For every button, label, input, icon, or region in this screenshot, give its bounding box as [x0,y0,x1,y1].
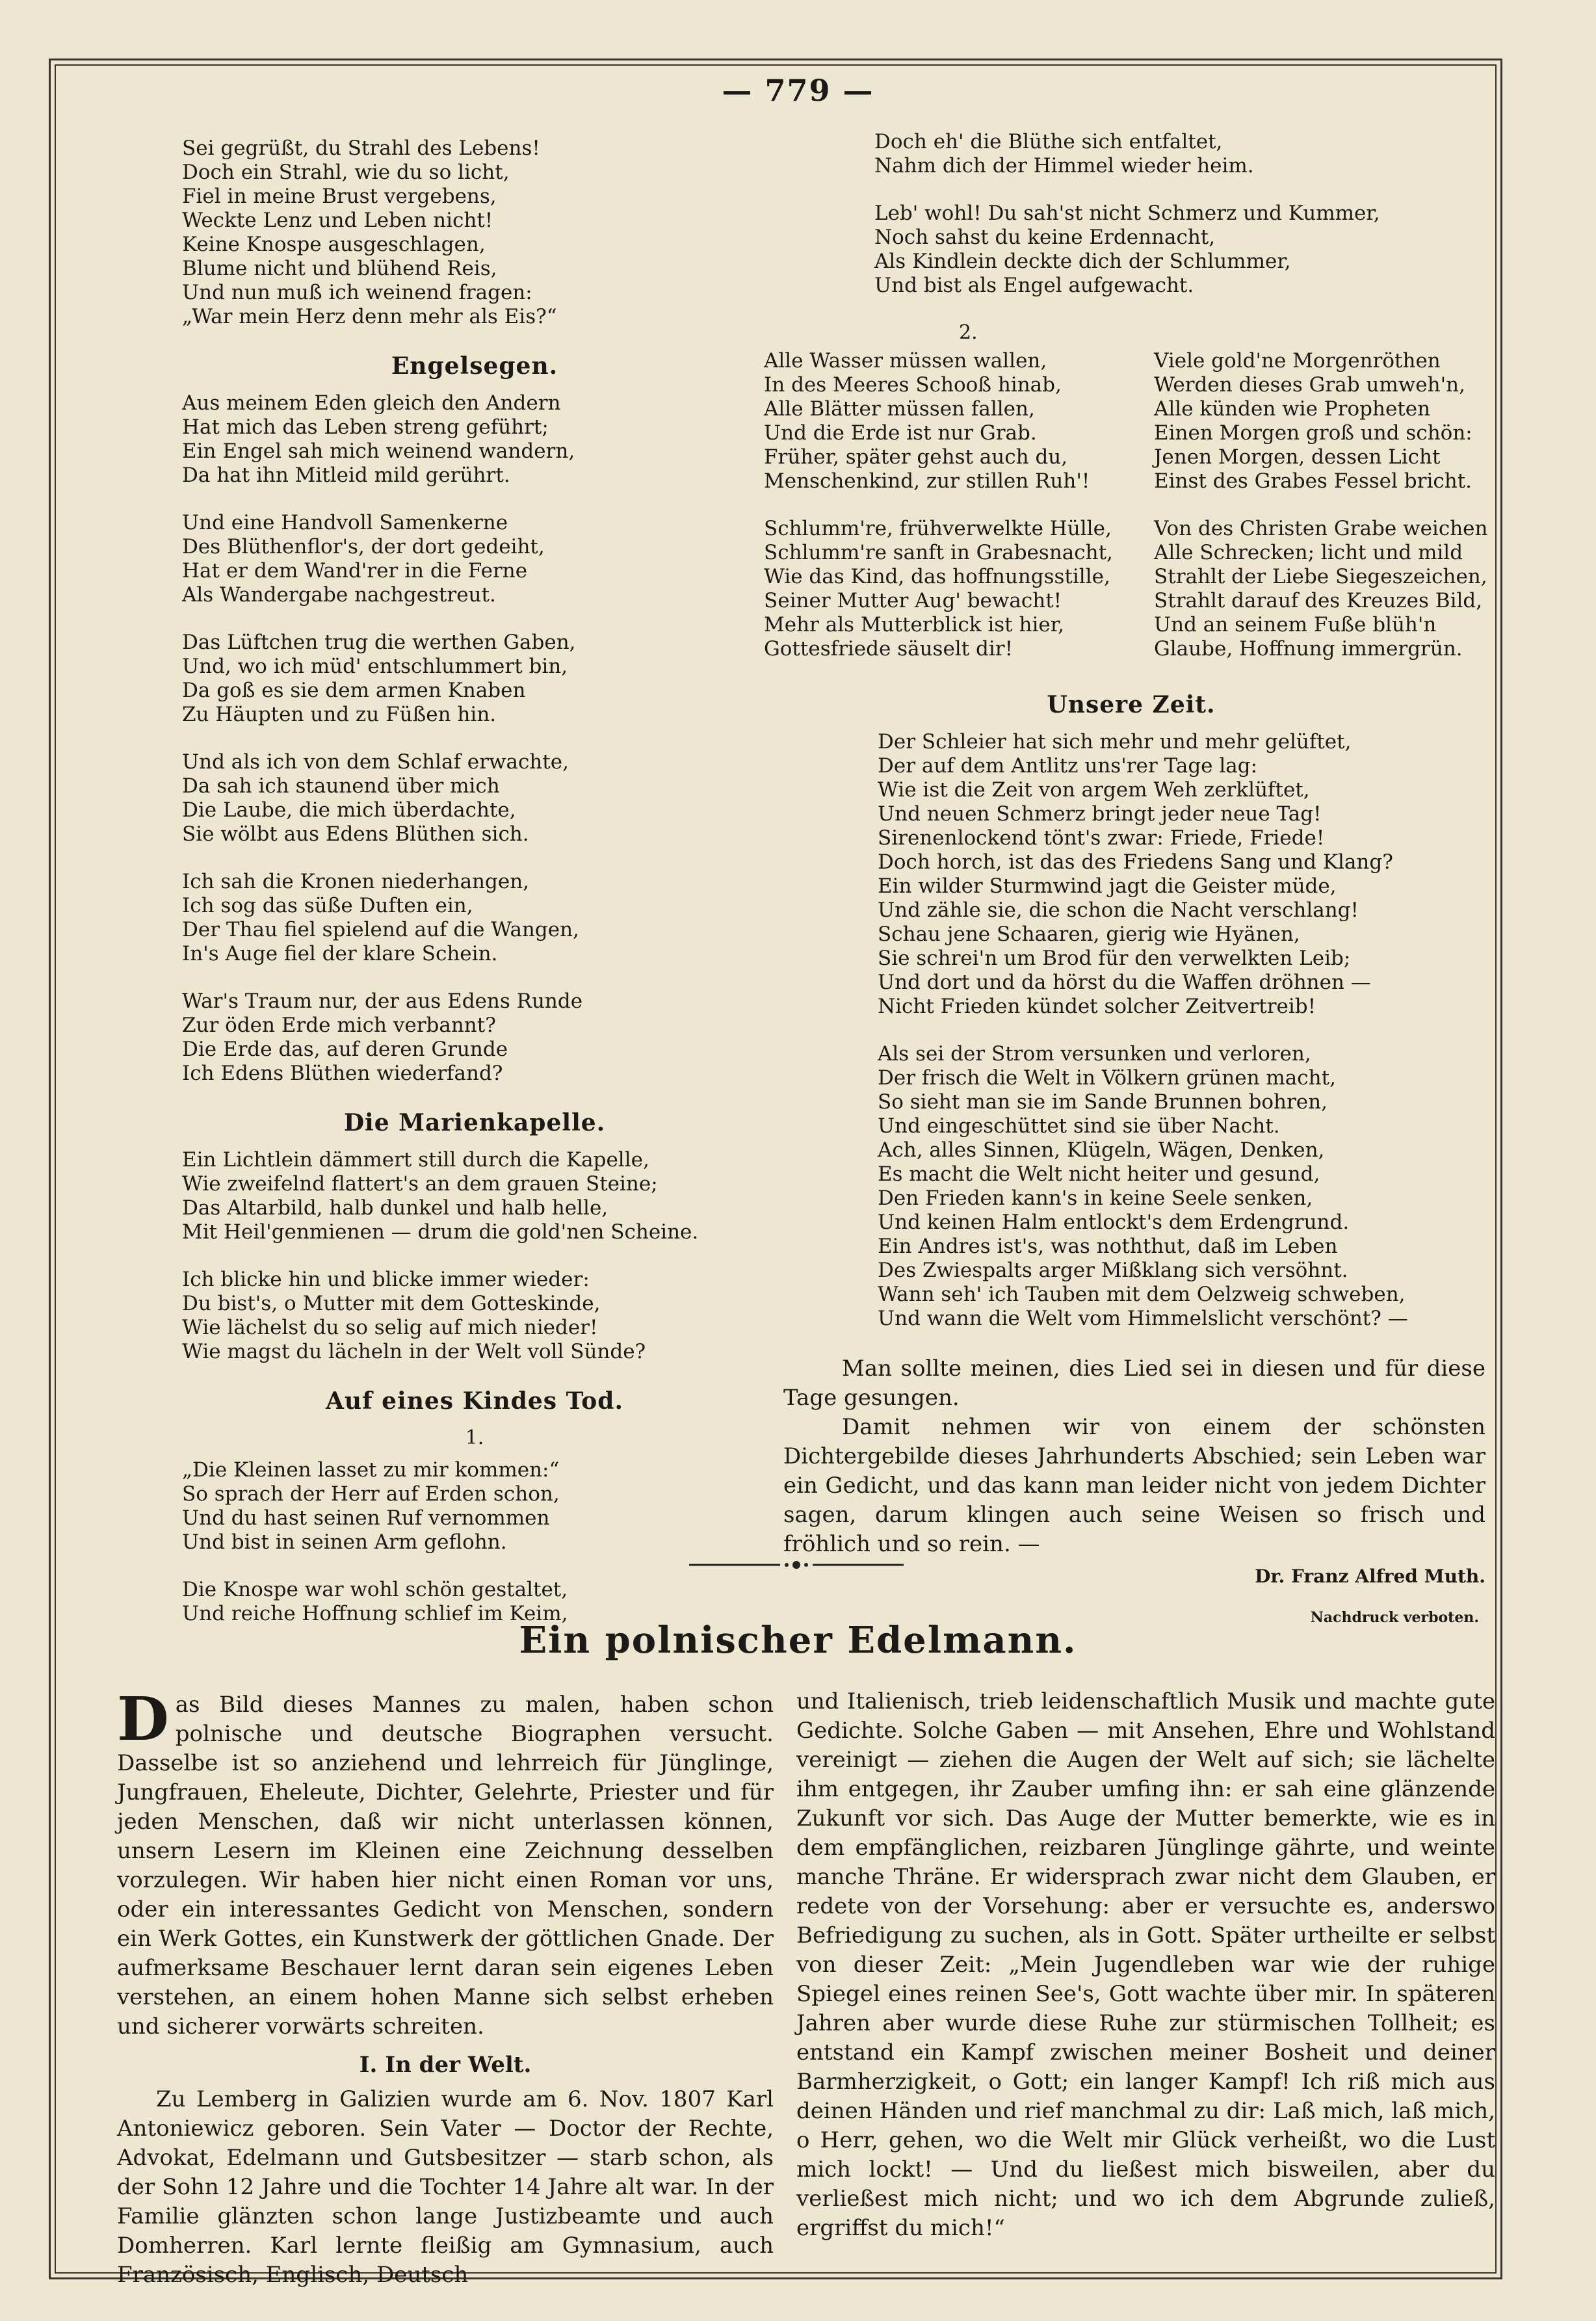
poem-line: Und eingeschüttet sind sie über Nacht. [878,1114,1280,1138]
article-left-column [117,1684,774,2290]
poem-line: Als Wandergabe nachgestreut. [182,583,496,607]
stanza [878,1042,1498,1331]
poem-line: Wie das Kind, das hoffnungsstille, [764,565,1110,588]
poem-line: Blume nicht und blühend Reis, [182,257,497,280]
poem-line: Und eine Handvoll Samenkerne [182,511,508,534]
poem-line: Ach, alles Sinnen, Klügeln, Wägen, Denken, [878,1138,1325,1162]
poem-title-kindestod: Auf eines Kindes Tod. [326,1387,623,1415]
poem-line: Hat mich das Leben streng geführt; [182,415,549,439]
poem-line: Und, wo ich müd' entschlummert bin, [182,655,568,678]
section-heading: I. In der Welt. [359,2052,532,2078]
article-right-column [796,1687,1495,2243]
poem-line: Gottesfriede säuselt dir! [764,637,1014,661]
stanza [1154,517,1492,661]
poem-line: Und bist in seinen Arm geflohn. [182,1530,507,1554]
poem-line: Sei gegrüßt, du Strahl des Lebens! [182,137,540,160]
poem-line: Da hat ihn Mitleid mild gerührt. [182,464,510,487]
poem-line: Strahlt darauf des Kreuzes Bild, [1154,589,1483,612]
poem-part-number: 1. [465,1426,484,1449]
poem-line: Doch eh' die Blüthe sich entfaltet, [874,130,1223,153]
poem-line: Ich blicke hin und blicke immer wieder: [182,1268,590,1291]
poem-line: Wann seh' ich Tauben mit dem Oelzweig schweben, [878,1283,1406,1306]
poem-line: Ich sog das süße Duften ein, [182,894,473,917]
poem-line: Und als ich von dem Schlaf erwachte, [182,750,569,774]
poem-line: So sieht man sie im Sande Brunnen bohren, [878,1090,1328,1114]
poem-line: In des Meeres Schooß hinab, [764,373,1062,397]
poem-line: Doch ein Strahl, wie du so licht, [182,161,510,184]
article-title: Ein polnischer Edelmann. [519,1619,1077,1662]
poem-line: Und nun muß ich weinend fragen: [182,281,532,304]
poem-line: Und wann die Welt vom Himmelslicht verschönt? — [878,1307,1408,1330]
poem-line: Den Frieden kann's in keine Seele senken, [878,1187,1313,1210]
poem-line: Sirenenlockend tönt's zwar: Friede, Friede! [878,826,1325,850]
poem-line: Des Blüthenflor's, der dort gedeiht, [182,535,545,558]
poem-line: Ein wilder Sturmwind jagt die Geister müde, [878,874,1337,898]
poem-line: Hat er dem Wand'rer in die Ferne [182,559,528,583]
page-number: — 779 — [722,73,874,108]
poem-line: In's Auge fiel der klare Schein. [182,942,498,965]
section-text: Zu Lemberg in Galizien wurde am 6. Nov. 1807 Karl Antoniewicz geboren. Sein Vater — Doctor der Rechte, Advokat, Edelmann und Gutsbesitzer — starb schon, als der Sohn 12 Jahre und die Tochter 14 Jahre alt war. In der Familie glänzten schon lange Justizbeamte und auch Domherren. Karl lernte fleißig am Gymnasium, auch Französisch, Englisch, Deutsch [117,2086,774,2288]
section-divider [689,1557,904,1573]
closing-paragraph-1: Man sollte meinen, dies Lied sei in diesen und für diese Tage gesungen. [783,1356,1485,1411]
poem-line: Menschenkind, zur stillen Ruh'! [764,469,1090,493]
poem-line: Seiner Mutter Aug' bewacht! [764,589,1062,612]
drop-cap: D [117,1684,169,1754]
poem-kindestod [182,1458,767,1626]
poem-line: Alle Blätter müssen fallen, [764,397,1035,421]
poem-line: Da sah ich staunend über mich [182,774,500,798]
poem-line: Jenen Morgen, dessen Licht [1154,445,1441,469]
poem-line: Glaube, Hoffnung immergrün. [1154,637,1463,661]
stanza [874,130,1498,178]
poem-line: Da goß es sie dem armen Knaben [182,679,526,702]
poem-line: Von des Christen Grabe weichen [1154,517,1488,540]
closing-paragraph-2: Damit nehmen wir von einem der schönsten Dichtergebilde dieses Jahrhunderts Abschied; sein Leben war ein Gedicht, und das kann man leider nicht von jedem Dichter sagen, darum klingen auch seine Weisen so frisch und fröhlich und so rein. — [783,1414,1485,1557]
poem-line: „War mein Herz denn mehr als Eis?“ [182,305,557,328]
poem-line: Einst des Grabes Fessel bricht. [1154,469,1472,493]
poem-line: Sie schrei'n um Brod für den verwelkten Leib; [878,947,1351,970]
poem-line: Werden dieses Grab umweh'n, [1154,373,1465,397]
poem-line: Und an seinem Fuße blüh'n [1154,613,1437,636]
poem-engelsegen [182,391,767,1086]
stanza [874,202,1498,298]
poem-marienkapelle [182,1148,767,1364]
poem-line: Schau jene Schaaren, gierig wie Hyänen, [878,923,1300,946]
poem-line: Und zähle sie, die schon die Nacht verschlang! [878,898,1359,922]
part2-left [764,349,1128,685]
poem-line: Früher, später gehst auch du, [764,445,1068,469]
poem-line: Wie lächelst du so selig auf mich nieder! [182,1316,598,1339]
opening-stanza [182,137,767,329]
poem-title-engelsegen: Engelsegen. [391,352,558,380]
poem-line: Ein Engel sah mich weinend wandern, [182,439,575,463]
poem-line: Und bist als Engel aufgewacht. [874,274,1194,297]
article-continued: und Italienisch, trieb leidenschaftlich Musik und machte gute Gedichte. Solche Gaben — mit Ansehen, Ehre und Wohlstand vereinigt — ziehen die Augen der Welt auf sich; sie lächelte ihm entgegen, ihr Zauber umfing ihn: er sah eine glänzende Zukunft vor sich. Das Auge der Mutter bemerkte, wie es in dem empfänglichen, reizbaren Jünglinge gährte, und weinte manche Thräne. Er widersprach zwar nicht dem Glauben, er redete von der Vorsehung: aber er versuchte es, anderswo Befriedigung zu suchen, als in Gott. Später urtheilte er selbst von dieser Zeit: „Mein Jugendleben war wie der ruhige Spiegel eines reinen See's, Gott wachte über mir. In späteren Jahren aber wurde diese Ruhe zur stürmischen Tollheit; es entstand ein Kampf zwischen meiner Bosheit und deiner Barmherzigkeit, o Gott; ein langer Kampf! Ich riß mich aus deinen Händen und rief manchmal zu dir: Laß mich, laß mich, o Herr, gehen, wo die Welt mir Glück verheißt, wo die Lust mich lockt! — Und du ließest mich bisweilen, aber du verließest mich nicht; und wo ich dem Abgrunde zuließ, ergriffst du mich!“ [796,1688,1495,2241]
poem-line: Der auf dem Antlitz uns'rer Tage lag: [878,754,1258,778]
reprint-notice: Nachdruck verboten. [1310,1609,1479,1626]
poem-line: Du bist's, o Mutter mit dem Gotteskinde, [182,1292,601,1315]
poem-line: Und dort und da hörst du die Waffen dröhnen — [878,971,1371,994]
poem-line: Weckte Lenz und Leben nicht! [182,209,493,232]
left-poem-column [182,137,767,1649]
poem-line: Ein Lichtlein dämmert still durch die Kapelle, [182,1148,649,1172]
poem-line: Die Erde das, auf deren Grunde [182,1038,508,1061]
poem-line: Wie zweifelnd flattert's an dem grauen Steine; [182,1172,658,1196]
stanza [764,349,1128,493]
poem-line: Einen Morgen groß und schön: [1154,421,1472,445]
poem-part-number-2: 2. [959,321,978,344]
poem-line: Strahlt der Liebe Siegeszeichen, [1154,565,1487,588]
poem-line: Und keinen Halm entlockt's dem Erdengrund. [878,1211,1350,1234]
poem-line: So sprach der Herr auf Erden schon, [182,1482,560,1506]
poem-unsere-zeit [878,730,1498,1331]
poem-line: Des Zwiespalts arger Mißklang sich versöhnt. [878,1259,1348,1282]
poem-line: Ich sah die Kronen niederhangen, [182,870,530,893]
poem-line: Noch sahst du keine Erdennacht, [874,226,1216,249]
poem-line: Ein Andres ist's, was noththut, daß im Leben [878,1235,1338,1258]
poem-line: Der Schleier hat sich mehr und mehr gelüftet, [878,730,1352,754]
poem-line: Keine Knospe ausgeschlagen, [182,233,486,256]
poem-line: Wie magst du lächeln in der Welt voll Sünde? [182,1340,646,1363]
poem-line: War's Traum nur, der aus Edens Runde [182,990,583,1013]
stanza [182,391,767,488]
poem-line: Als sei der Strom versunken und verloren, [878,1042,1311,1066]
poem-line: Aus meinem Eden gleich den Andern [182,391,561,415]
poem-line: Und reiche Hoffnung schlief im Keim, [182,1602,568,1625]
stanza [878,730,1498,1019]
stanza [182,990,767,1086]
poem-line: Und du hast seinen Ruf vernommen [182,1506,550,1530]
stanza [182,1458,767,1554]
author-signature: Dr. Franz Alfred Muth. [1255,1566,1485,1587]
poem-title-marienkapelle: Die Marienkapelle. [343,1109,606,1136]
closing-text [783,1354,1485,1591]
poem-line: Und neuen Schmerz bringt jeder neue Tag! [878,802,1322,826]
poem-title-unsere-zeit: Unsere Zeit. [1047,691,1216,718]
poem-line: Nicht Frieden kündet solcher Zeitvertreib! [878,995,1316,1018]
stanza [182,750,767,846]
part2-right [1154,349,1492,685]
poem-line: Alle Wasser müssen wallen, [764,349,1047,373]
poem-line: Ich Edens Blüthen wiederfand? [182,1062,503,1085]
stanza [182,631,767,727]
poem-line: Mit Heil'genmienen — drum die gold'nen Scheine. [182,1220,699,1244]
poem-line: Leb' wohl! Du sah'st nicht Schmerz und Kummer, [874,202,1380,225]
stanza [182,1268,767,1364]
poem-line: Und die Erde ist nur Grab. [764,421,1037,445]
poem-line: Wie ist die Zeit von argem Weh zerklüftet, [878,778,1310,802]
poem-line: Schlumm're sanft in Grabesnacht, [764,541,1113,564]
poem-line: Die Laube, die mich überdachte, [182,798,516,822]
article-intro: Das Bild dieses Mannes zu malen, haben schon polnische und deutsche Biographen versucht. Dasselbe ist so anziehend und lehrreich für Jünglinge, Jungfrauen, Eheleute, Dichter, Gelehrte, Priester und für jeden Menschen, daß wir nicht unterlassen können, unsern Lesern im Kleinen eine Zeichnung desselben vorzulegen. Wir haben hier nicht einen Roman vor uns, oder ein interessantes Gedicht von Menschen, sondern ein Werk Gottes, ein Kunstwerk der göttlichen Gnade. Der aufmerksame Beschauer lernt daran sein eigenes Leben verstehen, an einem hohen Manne sich selbst erheben und sicherer vorwärts schreiten. [117,1684,774,2039]
poem-line: Alle Schrecken; licht und mild [1154,541,1463,564]
poem-line: „Die Kleinen lasset zu mir kommen:“ [182,1458,560,1482]
poem-line: Als Kindlein deckte dich der Schlummer, [874,250,1291,273]
stanza [1154,349,1492,493]
poem-line: Fiel in meine Brust vergebens, [182,185,497,208]
poem-line: Der frisch die Welt in Völkern grünen macht, [878,1066,1336,1090]
poem-line: Schlumm're, frühverwelkte Hülle, [764,517,1112,540]
poem-line: Sie wölbt aus Edens Blüthen sich. [182,822,529,846]
right-poem-column [764,130,1498,1591]
poem-line: Mehr als Mutterblick ist hier, [764,613,1064,636]
stanza [182,870,767,966]
poem-line: Das Lüftchen trug die werthen Gaben, [182,631,576,654]
part2-columns [764,349,1498,685]
poem-line: Zur öden Erde mich verbannt? [182,1014,496,1037]
poem-line: Alle künden wie Propheten [1154,397,1431,421]
stanza [764,517,1128,661]
poem-line: Viele gold'ne Morgenröthen [1154,349,1441,373]
poem-line: Zu Häupten und zu Füßen hin. [182,703,497,726]
poem-kindestod-continued [874,130,1498,298]
poem-line: Es macht die Welt nicht heiter und gesund, [878,1162,1320,1186]
poem-line: Der Thau fiel spielend auf die Wangen, [182,918,579,941]
stanza [182,511,767,607]
poem-line: Die Knospe war wohl schön gestaltet, [182,1578,568,1601]
poem-line: Doch horch, ist das des Friedens Sang und Klang? [878,850,1393,874]
poem-line: Das Altarbild, halb dunkel und halb helle, [182,1196,608,1220]
stanza [182,1148,767,1244]
poem-line: Nahm dich der Himmel wieder heim. [874,154,1254,177]
